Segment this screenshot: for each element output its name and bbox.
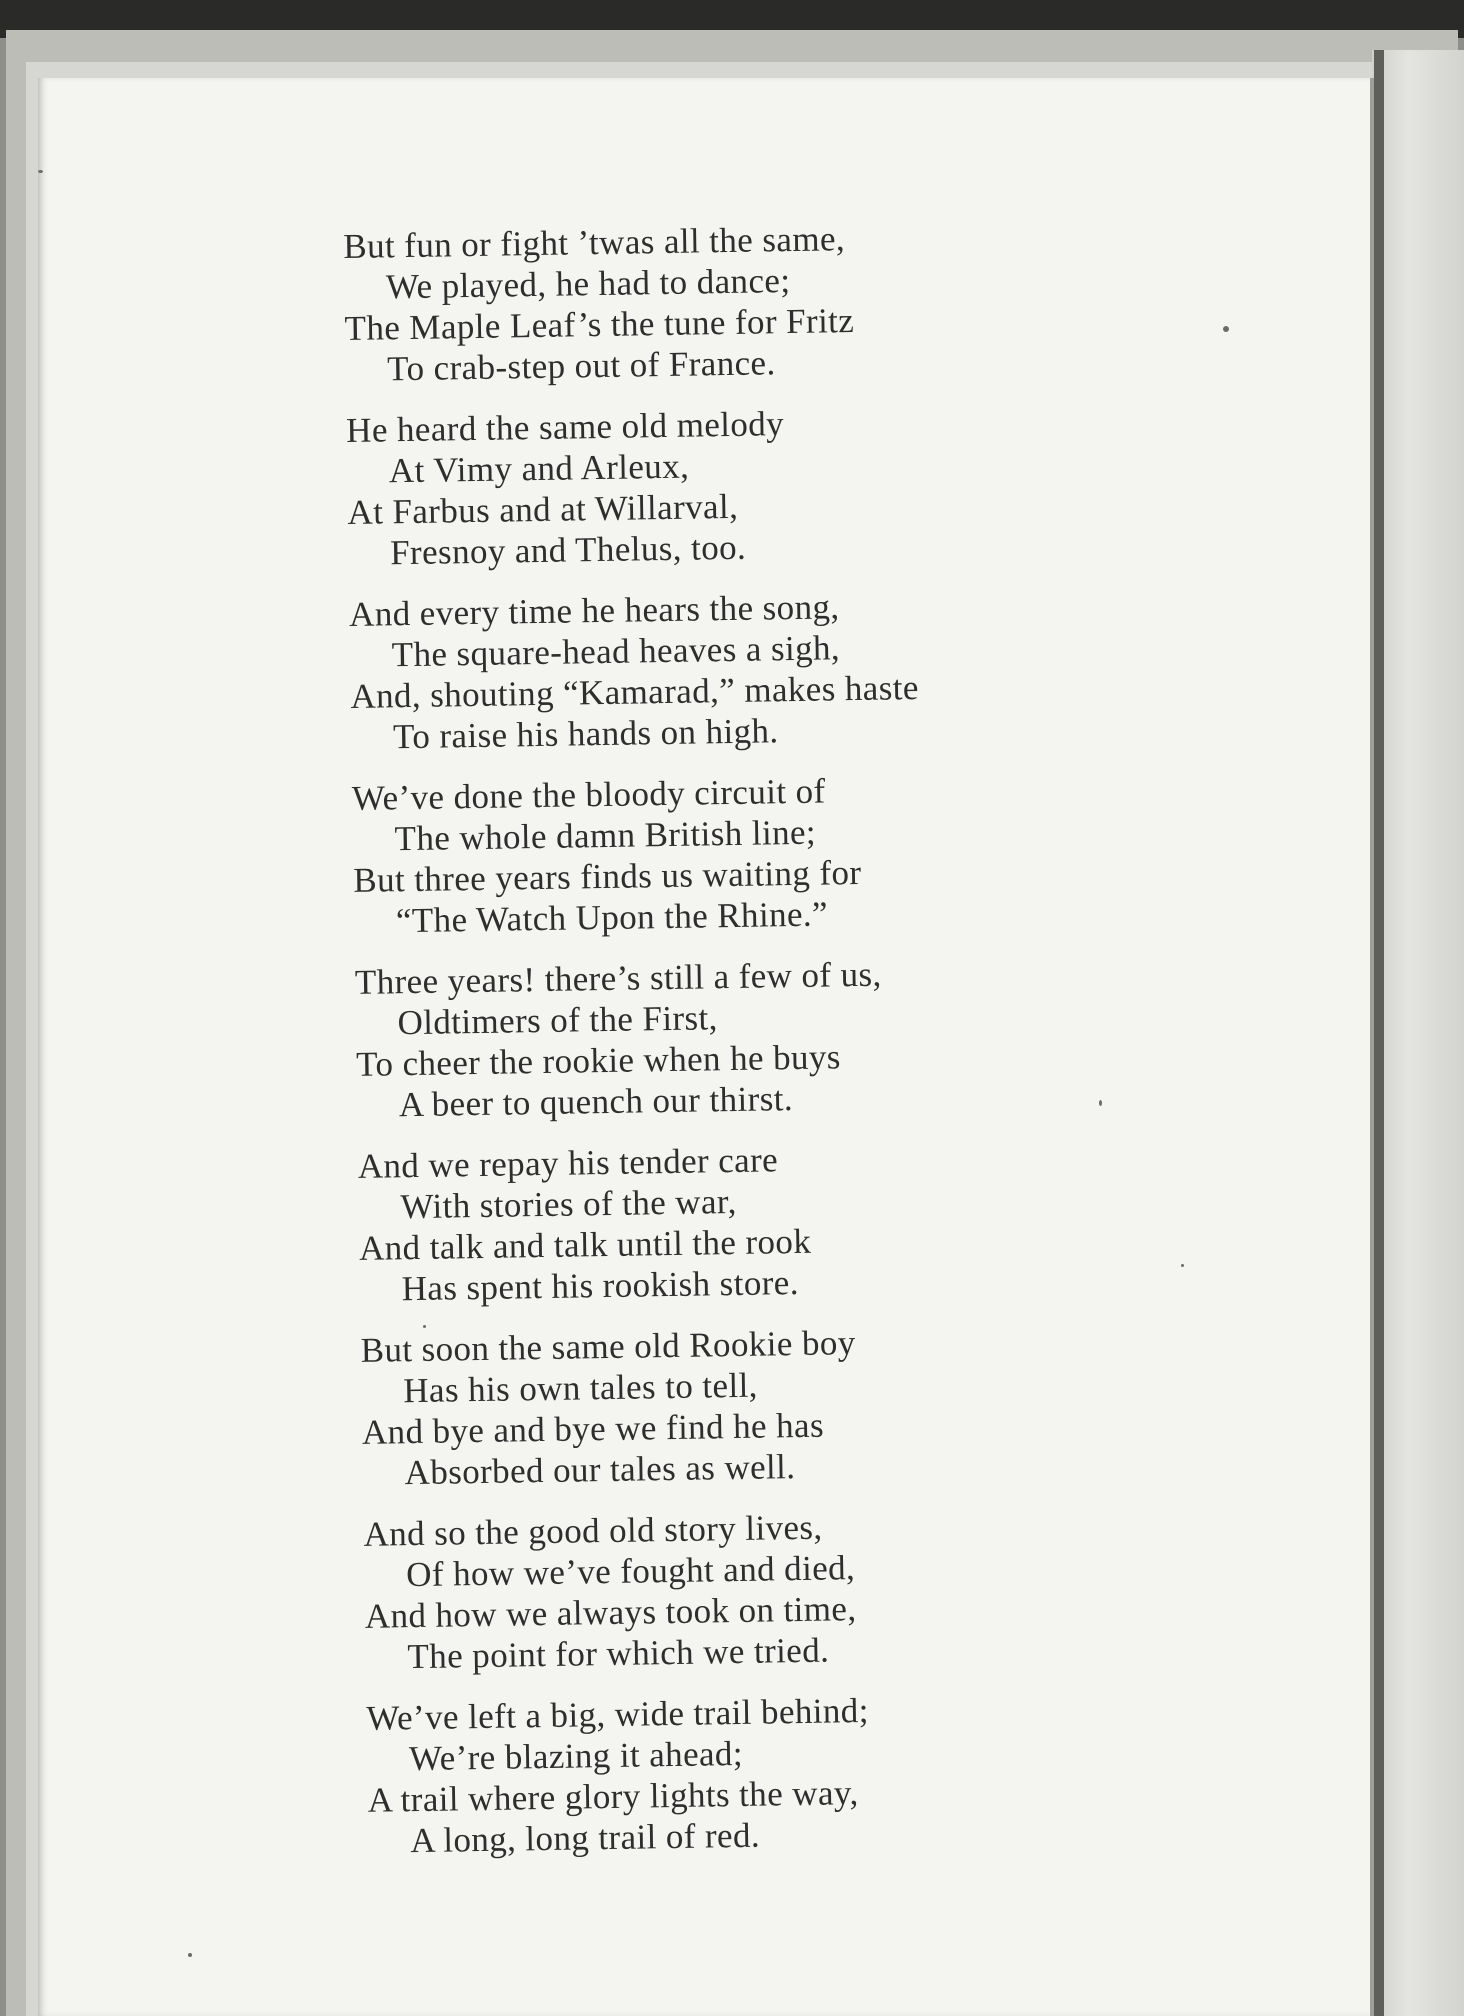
poem-line: Fresnoy and Thelus, too. — [389, 527, 747, 573]
stanza-2 — [346, 396, 1208, 573]
poem-line: He heard the same old melody — [345, 404, 785, 450]
poem-line: And we repay his tender care — [357, 1140, 779, 1186]
page-edge-shadow — [1370, 78, 1374, 2016]
book-spine — [1374, 50, 1384, 2016]
poem-line: We’ve done the bloody circuit of — [351, 771, 826, 818]
poem-line: The Maple Leaf’s the tune for Fritz — [344, 300, 855, 348]
poem-line: A long, long trail of red. — [410, 1815, 761, 1861]
paper-speck — [188, 1953, 192, 1957]
poem-line: We’ve left a big, wide trail behind; — [366, 1690, 870, 1738]
poem-line: A trail where glory lights the way, — [367, 1773, 859, 1820]
poem-line: And bye and bye we find he has — [361, 1405, 825, 1452]
poem-line: Has spent his rookish store. — [401, 1262, 800, 1309]
poem-line: Of how we’ve fought and died, — [405, 1548, 856, 1595]
stanza-4 — [352, 764, 1214, 941]
poem-line: And, shouting “Kamarad,” makes haste — [350, 668, 920, 716]
poem-line: We’re blazing it ahead; — [408, 1733, 744, 1779]
poem-line: And every time he hears the song, — [348, 587, 840, 634]
poem-line: Has his own tales to tell, — [402, 1365, 759, 1411]
poem-line: The point for which we tried. — [407, 1630, 830, 1677]
poem-line: A beer to quench our thirst. — [398, 1079, 794, 1125]
poem-line: To crab-step out of France. — [386, 343, 776, 389]
paper-speck — [38, 170, 43, 173]
poem-line: And talk and talk until the rook — [358, 1221, 812, 1268]
poem-line: Three years! there’s still a few of us, — [354, 954, 882, 1002]
poem-line: We played, he had to dance; — [385, 260, 791, 307]
poem-line: And how we always took on time, — [364, 1589, 857, 1636]
facing-page-edge — [1372, 50, 1464, 2016]
book-page — [38, 78, 1374, 2016]
poem-line: But soon the same old Rookie boy — [360, 1323, 856, 1370]
poem-line: Oldtimers of the First, — [397, 998, 719, 1043]
stanza-6 — [357, 1132, 1219, 1309]
poem-line: At Vimy and Arleux, — [388, 446, 690, 491]
poem-line: And so the good old story lives, — [363, 1507, 823, 1554]
stanza-9 — [366, 1684, 1228, 1861]
poem-line: “The Watch Upon the Rhine.” — [395, 894, 829, 941]
poem-line: To cheer the rookie when he buys — [355, 1037, 842, 1084]
stanza-8 — [363, 1500, 1225, 1677]
paper-speck — [1223, 326, 1229, 332]
stanza-1 — [343, 212, 1205, 389]
poem-line: With stories of the war, — [400, 1181, 737, 1227]
stanza-5 — [355, 948, 1217, 1125]
poem-body — [343, 212, 1229, 1881]
poem-line: The square-head heaves a sigh, — [391, 628, 841, 675]
poem-line: But fun or fight ’twas all the same, — [343, 219, 846, 266]
poem-line: Absorbed our tales as well. — [404, 1447, 796, 1493]
stanza-3 — [349, 580, 1211, 757]
poem-line: To raise his hands on high. — [392, 711, 779, 757]
poem-line: The whole damn British line; — [394, 812, 817, 859]
poem-line: At Farbus and at Willarval, — [347, 486, 739, 532]
poem-line: But three years finds us waiting for — [352, 852, 862, 900]
stanza-7 — [360, 1316, 1222, 1493]
